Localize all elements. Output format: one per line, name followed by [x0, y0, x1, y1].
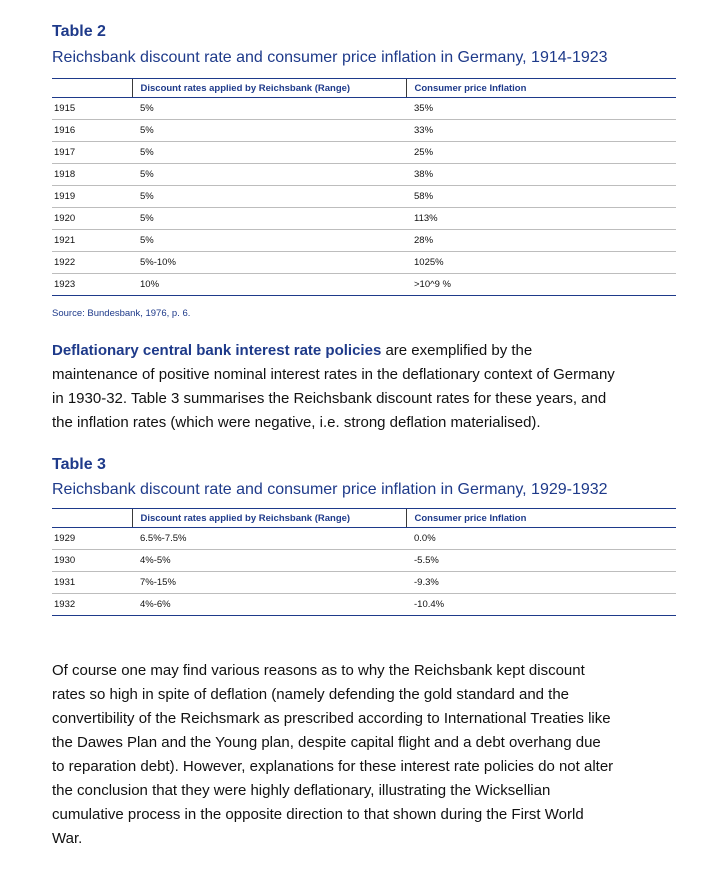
- paragraph-2-line-2: rates so high in spite of deflation (namely defending the gold standard and the: [52, 686, 570, 703]
- table2-cell-inflation: 33%: [406, 120, 676, 142]
- table2-cell-year: 1923: [52, 274, 132, 296]
- table2-cell-year: 1918: [52, 164, 132, 186]
- table2-cell-discount: 5%: [132, 164, 406, 186]
- table2-cell-year: 1915: [52, 98, 132, 120]
- table2-cell-inflation: 28%: [406, 230, 676, 252]
- table2-cell-discount: 5%: [132, 186, 406, 208]
- table2-row: [52, 230, 676, 252]
- table3-caption: Reichsbank discount rate and consumer price inflation in Germany, 1929-1932: [52, 481, 608, 498]
- paragraph-2-line-8: War.: [52, 830, 83, 847]
- table2-header-row: [52, 79, 676, 98]
- table2-cell-year: 1920: [52, 208, 132, 230]
- paragraph-2-line-1: Of course one may find various reasons as to why the Reichsbank kept discount: [52, 662, 585, 679]
- table3: [52, 508, 676, 616]
- table3-cell-inflation: -10.4%: [406, 594, 676, 616]
- table2-cell-discount: 5%: [132, 230, 406, 252]
- paragraph-2: [52, 659, 682, 851]
- table3-cell-year: 1930: [52, 550, 132, 572]
- table2-body: [52, 98, 676, 296]
- table2-row: [52, 186, 676, 208]
- table3-cell-year: 1931: [52, 572, 132, 594]
- table2-cell-inflation: 38%: [406, 164, 676, 186]
- table3-cell-inflation: 0.0%: [406, 528, 676, 550]
- paragraph-2-line-4: the Dawes Plan and the Young plan, despite capital flight and a debt overhang due: [52, 734, 601, 751]
- table2-cell-discount: 5%: [132, 98, 406, 120]
- table3-row: [52, 594, 676, 616]
- table3-cell-discount: 6.5%-7.5%: [132, 528, 406, 550]
- table2-source: Source: Bundesbank, 1976, p. 6.: [52, 308, 191, 319]
- table3-row: [52, 572, 676, 594]
- table2-cell-inflation: 58%: [406, 186, 676, 208]
- paragraph-1-lead: Deflationary central bank interest rate policies: [52, 342, 382, 359]
- paragraph-1-line-2: maintenance of positive nominal interest rates in the deflationary context of Germany: [52, 366, 615, 383]
- table2-header-year: [52, 79, 132, 98]
- paragraph-1-line-4: the inflation rates (which were negative, i.e. strong deflation materialised).: [52, 414, 541, 431]
- table3-header-discount: Discount rates applied by Reichsbank (Range): [132, 509, 406, 528]
- table2-row: [52, 252, 676, 274]
- paragraph-1-line-1-rest: are exemplified by the: [381, 342, 533, 359]
- table3-cell-discount: 7%-15%: [132, 572, 406, 594]
- table2-cell-year: 1921: [52, 230, 132, 252]
- table2-cell-year: 1919: [52, 186, 132, 208]
- table3-label: Table 3: [52, 456, 106, 473]
- paragraph-2-line-3: convertibility of the Reichsmark as prescribed according to International Treaties like: [52, 710, 611, 727]
- table2-cell-inflation: 25%: [406, 142, 676, 164]
- table2-cell-inflation: >10^9 %: [406, 274, 676, 296]
- table3-row: [52, 528, 676, 550]
- paragraph-2-line-6: the conclusion that they were highly deflationary, illustrating the Wicksellian: [52, 782, 551, 799]
- table2-cell-year: 1916: [52, 120, 132, 142]
- table2-cell-year: 1922: [52, 252, 132, 274]
- paragraph-1: [52, 339, 682, 435]
- table2-cell-discount: 5%: [132, 142, 406, 164]
- table2-row: [52, 98, 676, 120]
- table3-body: [52, 528, 676, 616]
- table2-cell-inflation: 35%: [406, 98, 676, 120]
- paragraph-2-line-7: cumulative process in the opposite direction to that shown during the First World: [52, 806, 584, 823]
- table2-cell-year: 1917: [52, 142, 132, 164]
- table2: [52, 78, 676, 296]
- table2-row: [52, 208, 676, 230]
- table2-label: Table 2: [52, 23, 106, 40]
- table2-cell-discount: 5%-10%: [132, 252, 406, 274]
- table2-cell-inflation: 1025%: [406, 252, 676, 274]
- table2-row: [52, 164, 676, 186]
- table2-cell-discount: 10%: [132, 274, 406, 296]
- table2-row: [52, 274, 676, 296]
- table3-row: [52, 550, 676, 572]
- table2-cell-inflation: 113%: [406, 208, 676, 230]
- table3-cell-discount: 4%-6%: [132, 594, 406, 616]
- table2-header-discount: Discount rates applied by Reichsbank (Range): [132, 79, 406, 98]
- table2-header-inflation: Consumer price Inflation: [406, 79, 676, 98]
- paragraph-1-line-1: [52, 339, 682, 363]
- table3-cell-inflation: -5.5%: [406, 550, 676, 572]
- table2-row: [52, 120, 676, 142]
- table2-row: [52, 142, 676, 164]
- table3-header-year: [52, 509, 132, 528]
- paragraph-2-line-5: to reparation debt). However, explanations for these interest rate policies do not alter: [52, 758, 614, 775]
- table3-cell-year: 1932: [52, 594, 132, 616]
- table3-cell-year: 1929: [52, 528, 132, 550]
- table3-cell-inflation: -9.3%: [406, 572, 676, 594]
- table3-header-inflation: Consumer price Inflation: [406, 509, 676, 528]
- table3-header-row: [52, 509, 676, 528]
- table2-caption: Reichsbank discount rate and consumer price inflation in Germany, 1914-1923: [52, 49, 608, 66]
- paragraph-1-line-3: in 1930-32. Table 3 summarises the Reichsbank discount rates for these years, and: [52, 390, 607, 407]
- table3-cell-discount: 4%-5%: [132, 550, 406, 572]
- table2-cell-discount: 5%: [132, 120, 406, 142]
- table2-cell-discount: 5%: [132, 208, 406, 230]
